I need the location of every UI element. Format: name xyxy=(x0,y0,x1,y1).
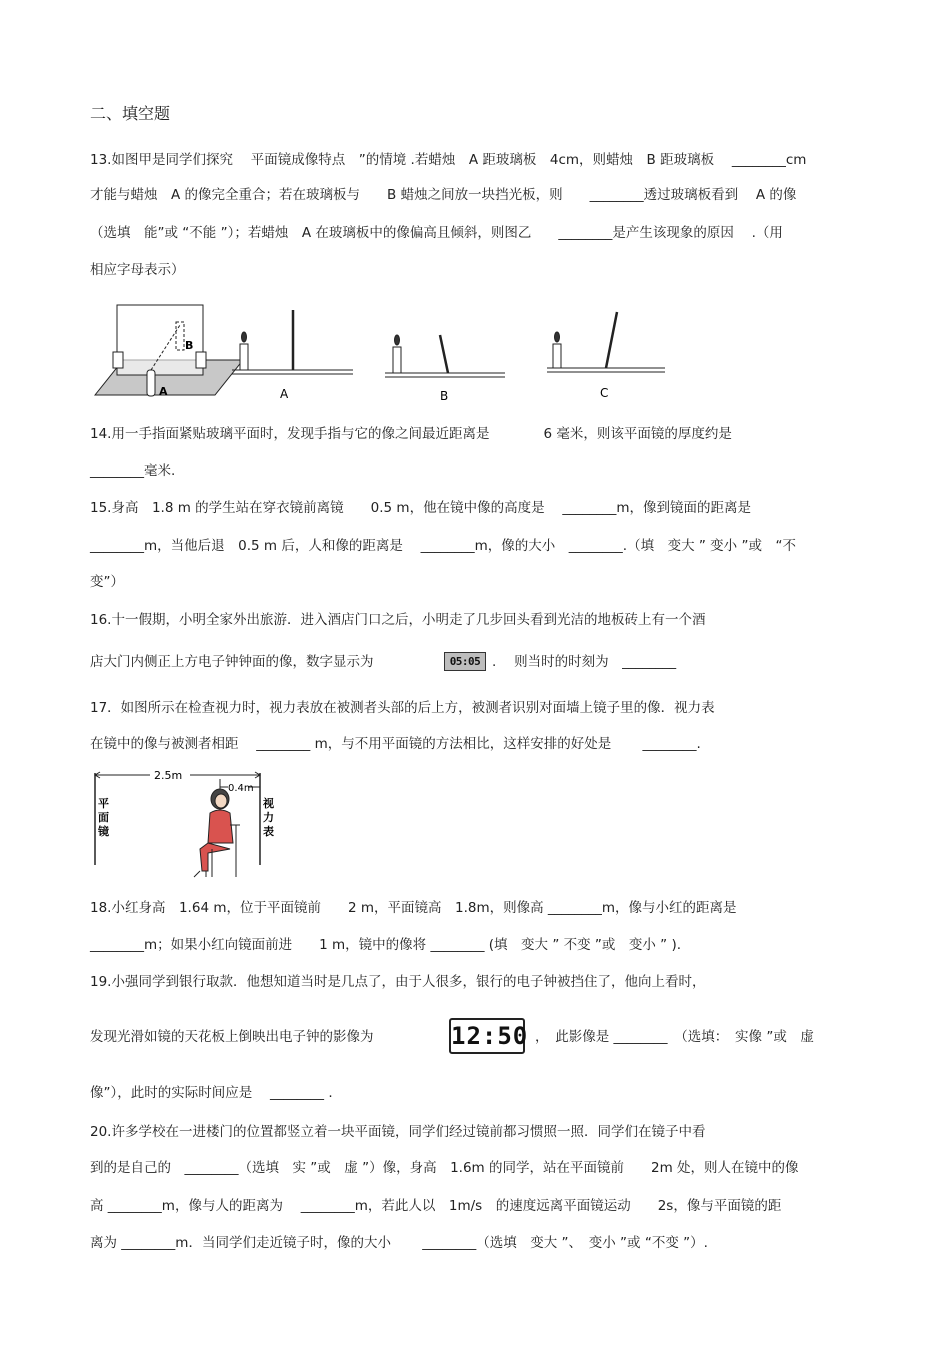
diagram-label-b: B xyxy=(440,389,449,403)
q17-line1: 17．如图所示在检查视力时，视力表放在被测者头部的后上方，被测者识别对面墙上镜子里的像．视力表 xyxy=(90,700,715,716)
q13-line3: （选填 能”或 “不能 ”）；若蜡烛 A 在玻璃板中的像偏高且倾斜，则图乙 ________是产生该现象的原因 .（用 xyxy=(90,225,783,241)
q16-line1: 16.十一假期，小明全家外出旅游．进入酒店门口之后，小明走了几步回头看到光洁的地板砖上有一个酒 xyxy=(90,612,706,628)
chart-char-3: 表 xyxy=(263,825,274,838)
diagram-b xyxy=(385,335,505,377)
q18-line2: ________m；如果小红向镜面前进 1 m，镜中的像将 ________ (填 变大 ” 不变 ”或 变小 ” ). xyxy=(90,937,682,953)
q17-figure xyxy=(90,765,290,885)
clock-display-q19: 12:50 xyxy=(449,1018,525,1054)
chart-char-1: 视 xyxy=(263,797,274,810)
q13-line1: 13.如图甲是同学们探究 平面镜成像特点 ”的情境 .若蜡烛 A 距玻璃板 4cm，则蜡烛 B 距玻璃板 ________cm xyxy=(90,152,807,168)
q19-line1: 19.小强同学到银行取款．他想知道当时是几点了，由于人很多，银行的电子钟被挡住了，他向上看时， xyxy=(90,974,706,990)
q16-line2a: 店大门内侧正上方电子钟钟面的像，数字显示为 xyxy=(90,654,374,670)
q14-line2: ________毫米. xyxy=(90,463,176,479)
glass-plate-setup xyxy=(95,305,243,396)
q20-line1: 20.许多学校在一进楼门的位置都竖立着一块平面镜，同学们经过镜前都习惯照一照．同学们在镜子中看 xyxy=(90,1124,706,1140)
candle-label-b: B xyxy=(185,339,194,352)
chart-char-2: 力 xyxy=(263,811,274,824)
q19-line2b: ， 此影像是 ________ （选填： 实像 ”或 虚 xyxy=(535,1029,814,1045)
q20-line4: 离为 ________m．当同学们走近镜子时，像的大小 ________（选填 变大 ”、 变小 ”或 “不变 ”）. xyxy=(90,1235,708,1251)
mirror-char-1: 平 xyxy=(98,797,109,810)
q19-line3: 像”），此时的实际时间应是 ________ . xyxy=(90,1085,333,1101)
q15-line3: 变”） xyxy=(90,574,124,590)
q20-line3: 高 ________m，像与人的距离为 ________m，若此人以 1m/s 的速度远离平面镜运动 2s，像与平面镜的距 xyxy=(90,1198,782,1214)
dist-label-2-5m: 2.5m xyxy=(154,769,183,782)
q15-line2: ________m，当他后退 0.5 m 后，人和像的距离是 ________m，像的大小 ________.（填 变大 ” 变小 ”或 “不 xyxy=(90,538,796,554)
q16-line2b: . 则当时的时刻为 ________ xyxy=(492,654,677,670)
q20-line2: 到的是自己的 ________（选填 实 ”或 虚 ”）像，身高 1.6m 的同学，站在平面镜前 2m 处，则人在镜中的像 xyxy=(90,1160,799,1176)
q19-line2a: 发现光滑如镜的天花板上倒映出电子钟的影像为 xyxy=(90,1029,374,1045)
q17-line2: 在镜中的像与被测者相距 ________ m，与不用平面镜的方法相比，这样安排的好处是 ________. xyxy=(90,736,701,752)
diagram-c xyxy=(547,312,665,372)
q13-line4: 相应字母表示） xyxy=(90,262,185,278)
clock-display-q16: 05:05 xyxy=(444,652,486,671)
q18-line1: 18.小红身高 1.64 m，位于平面镜前 2 m，平面镜高 1.8m，则像高 ________m，像与小红的距离是 xyxy=(90,900,737,916)
q15-line1: 15.身高 1.8 m 的学生站在穿衣镜前离镜 0.5 m，他在镜中像的高度是 ________m，像到镜面的距离是 xyxy=(90,500,752,516)
q13-line2: 才能与蜡烛 A 的像完全重合；若在玻璃板与 B 蜡烛之间放一块挡光板，则 ________透过玻璃板看到 A 的像 xyxy=(90,187,797,203)
mirror-char-2: 面 xyxy=(98,811,109,824)
seated-girl-illustration xyxy=(194,789,240,877)
diagram-label-a: A xyxy=(280,387,289,401)
section-title: 二、填空题 xyxy=(90,104,171,123)
q13-figure xyxy=(95,300,675,410)
mirror-char-3: 镜 xyxy=(98,825,109,838)
diagram-a xyxy=(232,310,353,374)
diagram-label-c: C xyxy=(600,386,609,400)
candle-label-a: A xyxy=(159,385,168,398)
dist-label-0-4m: 0.4m xyxy=(228,783,254,794)
q14-line1: 14.用一手指面紧贴玻璃平面时，发现手指与它的像之间最近距离是 6 毫米，则该平面镜的厚度约是 xyxy=(90,426,732,442)
